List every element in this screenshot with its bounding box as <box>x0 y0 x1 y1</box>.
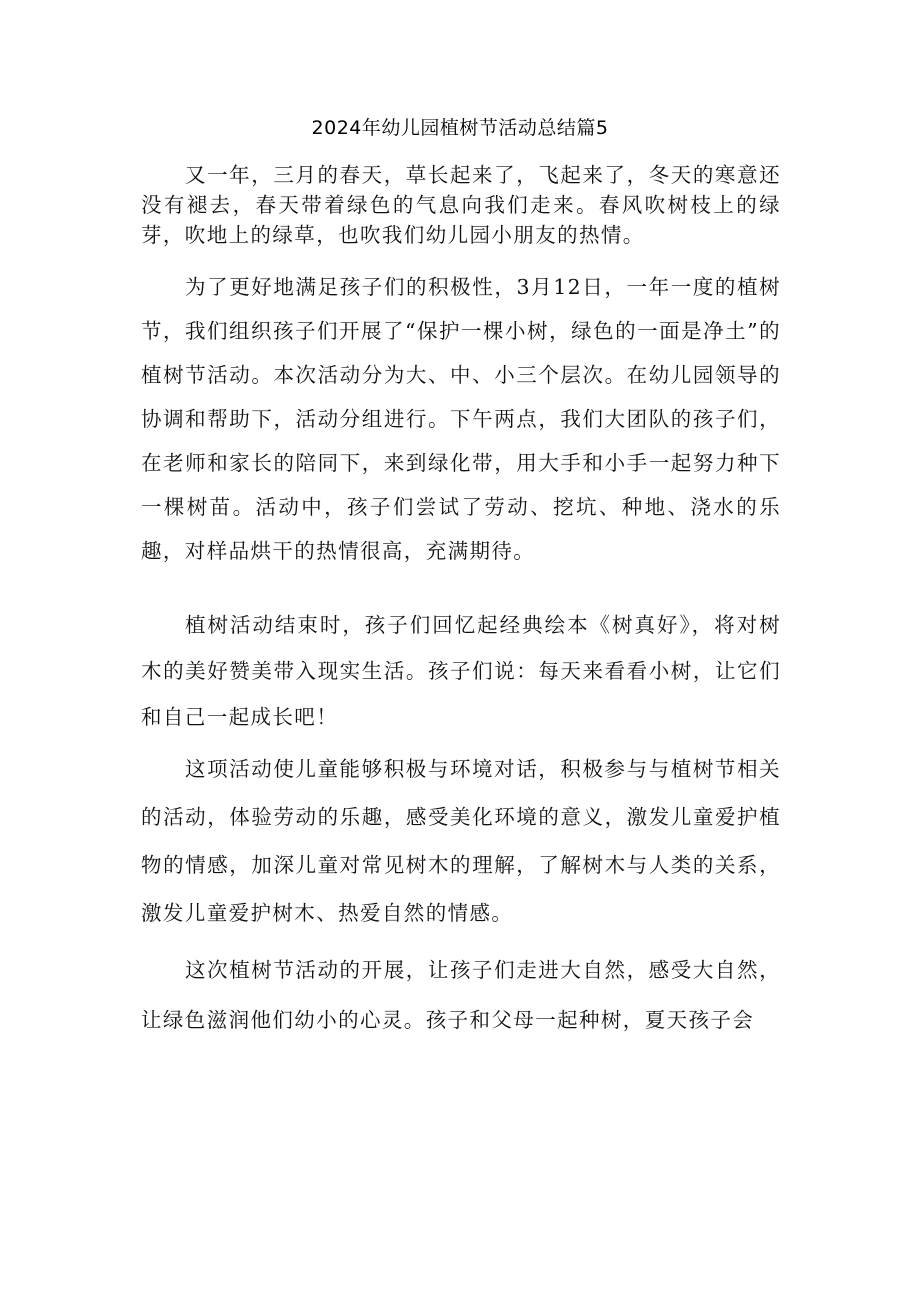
paragraph-conclusion: 这次植树节活动的开展，让孩子们走进大自然，感受大自然，让绿色滋润他们幼小的心灵。孩子和父母一起种树，夏天孩子会 <box>141 958 781 1032</box>
document-title: 2024年幼儿园植树节活动总结篇5 <box>311 117 609 139</box>
paragraph-activity: 为了更好地满足孩子们的积极性，3月12日，一年一度的植树节，我们组织孩子们开展了“保护一棵小树，绿色的一面是净土”的植树节活动。本次活动分为大、中、小三个层次。在幼儿园领导的协调和帮助下，活动分组进行。下午两点，我们大团队的孩子们，在老师和家长的陪同下，来到绿化带，用大手和小手一起努力种下一棵树苗。活动中，孩子们尝试了劳动、挖坑、种地、浇水的乐趣，对样品烘干的热情很高，充满期待。 <box>141 275 781 563</box>
paragraph-ending: 植树活动结束时，孩子们回忆起经典绘本《树真好》，将对树木的美好赞美带入现实生活。孩子们说：每天来看看小树，让它们和自己一起成长吧！ <box>141 613 781 729</box>
paragraph-significance: 这项活动使儿童能够积极与环境对话，积极参与与植树节相关的活动，体验劳动的乐趣，感受美化环境的意义，激发儿童爱护植物的情感，加深儿童对常见树木的理解，了解树木与人类的关系，激发儿童爱护树木、热爱自然的情感。 <box>141 757 781 925</box>
paragraph-intro: 又一年，三月的春天，草长起来了，飞起来了，冬天的寒意还没有褪去，春天带着绿色的气息向我们走来。春风吹树枝上的绿芽，吹地上的绿草，也吹我们幼儿园小朋友的热情。 <box>141 163 781 247</box>
